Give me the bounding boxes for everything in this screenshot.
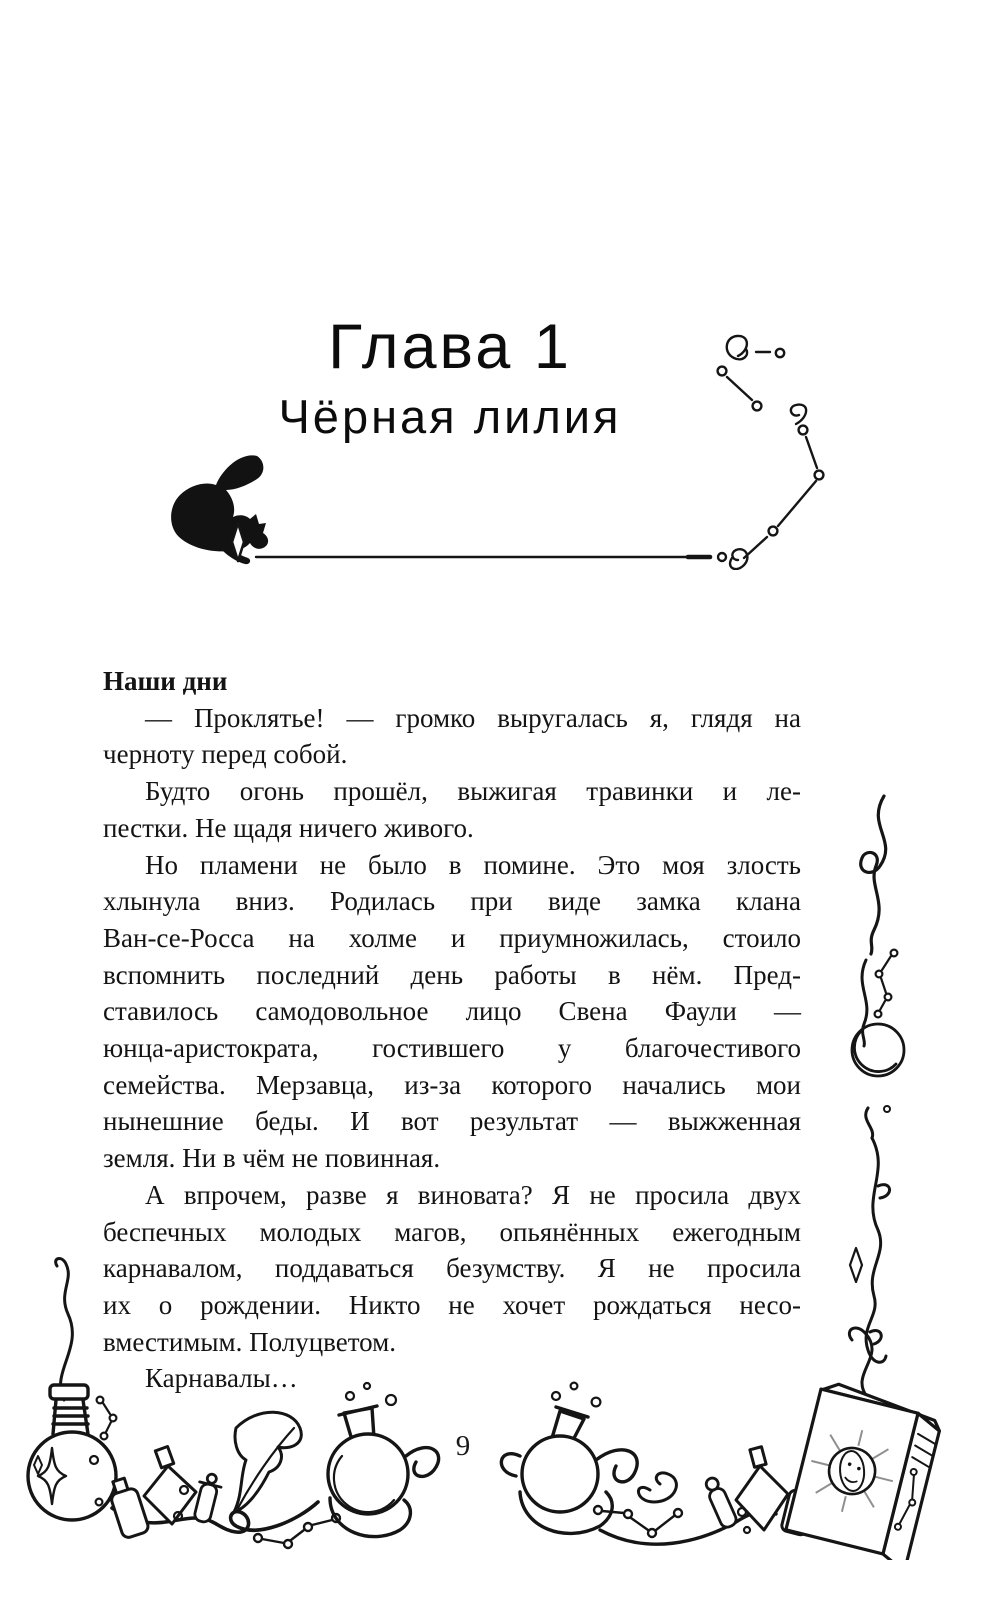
text-line: А впрочем, разве я виновата? Я не просила двух — [145, 1179, 801, 1210]
paragraph — [103, 700, 801, 773]
header-ornament — [160, 320, 830, 570]
text-line: карнавалом, поддаваться безумству. Я не просила — [103, 1253, 801, 1284]
text-line: семейства. Мерзавца, из-за которого начались мои — [103, 1069, 801, 1100]
constellation-flourish-icon — [718, 336, 824, 569]
text-line: ставилось самодовольное лицо Свена Фаули — — [103, 996, 801, 1027]
text-line: — Проклятье! — громко выругалась я, глядя на — [145, 702, 801, 733]
text-line: вспомнить последний день работы в нём. Пред- — [103, 959, 801, 990]
text-line: их о рождении. Никто не хочет рождаться несо- — [103, 1289, 801, 1320]
paragraph — [103, 847, 801, 1177]
text-line: хлынула вниз. Родилась при виде замка клана — [103, 886, 801, 917]
chapter-title: Чёрная лилия — [278, 390, 622, 443]
paragraph — [103, 773, 801, 846]
section-heading: Наши дни — [103, 666, 228, 696]
text-line: земля. Ни в чём не повинная. — [103, 1143, 441, 1174]
swirl-icon — [638, 1473, 676, 1502]
bubbles-icon — [346, 1383, 396, 1405]
dropper-vial-icon — [702, 1475, 738, 1529]
constellation-icon — [875, 950, 898, 1018]
text-line: юнца-аристократа, гостившего у благочестивого — [103, 1033, 801, 1064]
chapter-label: Глава 1 — [328, 312, 572, 382]
swirl-icon — [849, 1328, 872, 1398]
text-line: Но пламени не было в помине. Это моя злость — [145, 849, 801, 880]
text-line: пестки. Не щадя ничего живого. — [103, 812, 474, 843]
small-bottle-icon — [106, 1476, 150, 1540]
crescent-moon-icon — [852, 1024, 904, 1076]
footer-ornament — [0, 1250, 1000, 1560]
text-line: Будто огонь прошёл, выжигая травинки и ле- — [145, 776, 801, 807]
vine-swirl-icon — [861, 796, 886, 954]
spellbook-icon — [783, 1380, 944, 1560]
text-line: черноту перед собой. — [103, 739, 348, 770]
text-line: Ван-се-Росса на холме и приумножилась, стоило — [103, 922, 801, 953]
vial-icon — [190, 1472, 223, 1524]
bubbles-icon — [552, 1383, 600, 1407]
text-line: беспечных молодых магов, опьянённых ежегодным — [103, 1216, 801, 1247]
text-line: нынешние беды. И вот результат — выжженная — [103, 1106, 801, 1137]
text-line: вместимым. Полуцветом. — [103, 1326, 396, 1357]
vine-swirl-icon — [862, 960, 867, 1046]
page-number: 9 — [455, 1430, 471, 1462]
divider-line — [256, 553, 726, 561]
potion-flask-icon — [28, 1385, 116, 1520]
smoke-swirl-icon — [56, 1258, 73, 1400]
cat-silhouette-icon — [171, 455, 268, 564]
text-line: Карнавалы… — [145, 1363, 298, 1394]
